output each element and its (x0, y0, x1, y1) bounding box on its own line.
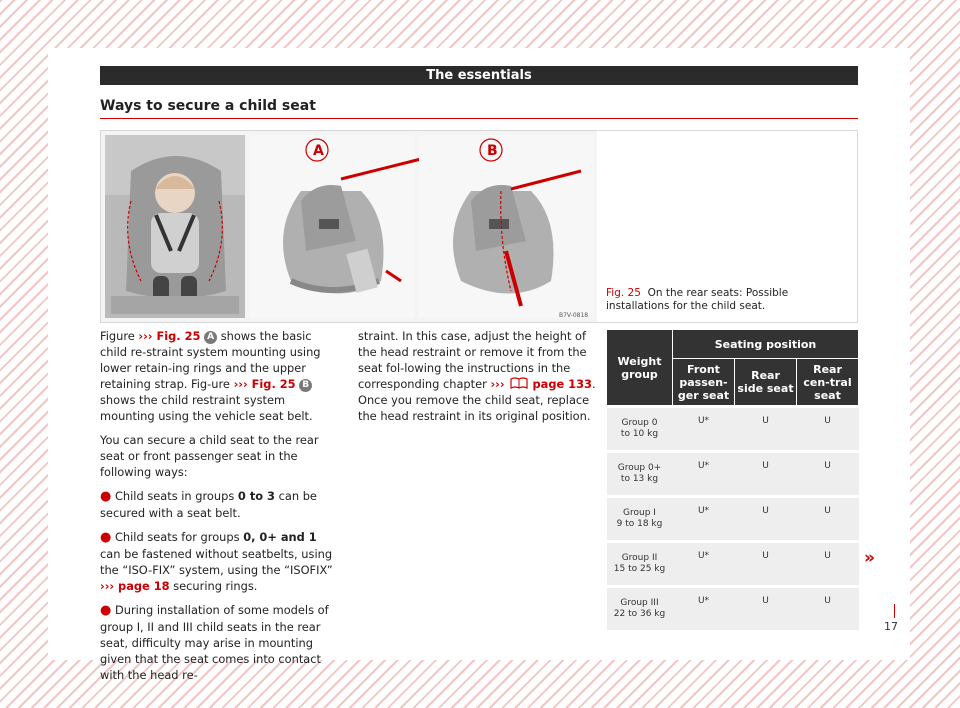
cell-central: U (797, 497, 859, 542)
cell-side: U (735, 407, 797, 452)
figure-link[interactable]: ››› Fig. 25 (233, 377, 296, 391)
chapter-link[interactable] (490, 377, 592, 391)
figure-caption-text: On the rear seats: Possible installations for the child seat. (606, 287, 789, 312)
header-rear-side: Rear side seat (735, 359, 797, 407)
text: securing rings. (173, 579, 258, 593)
group-name: Group 0 (621, 418, 658, 428)
cell-central: U (797, 587, 859, 631)
table-row (607, 497, 859, 542)
bullet-item (100, 602, 340, 683)
group-weight: 15 to 25 kg (613, 564, 666, 574)
table-row (607, 587, 859, 631)
text: Child seats in groups (114, 489, 235, 503)
header-rear-central: Rear cen-tral seat (797, 359, 859, 407)
child-seat-table (606, 329, 859, 630)
text: . Once you remove the child seat, replace the head restraint in its original position. (358, 377, 596, 423)
group-name: Group II (621, 553, 658, 563)
figure-code: B7V-0818 (559, 312, 589, 319)
cell-front: U* (673, 407, 735, 452)
figure-label-a: A (313, 143, 324, 159)
table-row (607, 452, 859, 497)
cell-weight-group (607, 407, 673, 452)
group-weight: 9 to 18 kg (616, 519, 663, 529)
cell-side: U (735, 497, 797, 542)
header-seating-position: Seating position (673, 330, 859, 359)
page-link[interactable]: ››› page 18 (100, 579, 170, 593)
text-bold: 0, 0+ and 1 (243, 530, 317, 544)
page-number-rule (894, 604, 895, 618)
section-title: Ways to secure a child seat (100, 98, 316, 114)
bullet-icon: ● (100, 603, 112, 618)
group-name: Group 0+ (617, 463, 662, 473)
cell-weight-group (607, 452, 673, 497)
figure-label-b: B (487, 143, 498, 159)
cell-central: U (797, 407, 859, 452)
table-row (607, 407, 859, 452)
cell-weight-group (607, 542, 673, 587)
cell-side: U (735, 452, 797, 497)
text: can be fastened without seatbelts, using the “ISO-FIX” system, using the “ISOFIX” (100, 547, 333, 577)
link-arrows: ››› (490, 377, 505, 391)
chapter-header: The essentials (100, 66, 858, 85)
text: Figure (100, 329, 135, 343)
cell-front: U* (673, 497, 735, 542)
callout-badge-a: A (204, 331, 217, 344)
paragraph-intro (100, 328, 340, 424)
group-weight: to 13 kg (620, 474, 659, 484)
figure-link[interactable]: ››› Fig. 25 (138, 329, 201, 343)
bullet-icon: ● (100, 489, 112, 504)
text: shows the basic child re-straint system mounting using lower retain-ing rings and the upper retaining strap. Fig-ure (100, 329, 321, 391)
cell-front: U* (673, 587, 735, 631)
group-name: Group III (620, 598, 659, 608)
page-number: 17 (884, 620, 898, 633)
group-weight: to 10 kg (620, 429, 659, 439)
bullet-item (100, 488, 340, 521)
bullet-icon: ● (100, 530, 112, 545)
header-front-passenger: Front passen-ger seat (673, 359, 735, 407)
figure-25 (100, 130, 858, 323)
cell-side: U (735, 587, 797, 631)
text-column-2 (358, 328, 598, 432)
table-row (607, 542, 859, 587)
callout-badge-b: B (299, 379, 312, 392)
bullet-item (100, 529, 340, 594)
group-name: Group I (623, 508, 656, 518)
manual-page (48, 48, 910, 682)
child-seat-illustration (101, 131, 597, 322)
cell-front: U* (673, 542, 735, 587)
text: can be secured with a seat belt. (100, 489, 317, 520)
cell-weight-group (607, 497, 673, 542)
link-page: page 133 (532, 377, 592, 391)
title-underline (100, 118, 858, 119)
text: During installation of some models of group I, II and III child seats in the rear seat, difficulty may arise in mounting given that the seat comes into contact with the head re- (100, 603, 329, 682)
cell-central: U (797, 542, 859, 587)
paragraph-ways: You can secure a child seat to the rear seat or front passenger seat in the following ways: (100, 433, 319, 479)
figure-caption-label: Fig. 25 (606, 287, 641, 299)
book-icon (509, 377, 529, 389)
cell-front: U* (673, 452, 735, 497)
text: shows the child restraint system mounting using the vehicle seat belt. (100, 393, 313, 423)
text-bold: 0 to 3 (237, 489, 275, 503)
text: Child seats for groups (114, 530, 240, 544)
continued-marker: » (864, 548, 875, 568)
text: straint. In this case, adjust the height of the head restraint or remove it from the seat fol-lowing the instructions in the corresponding chapter (358, 329, 587, 391)
cell-side: U (735, 542, 797, 587)
cell-central: U (797, 452, 859, 497)
paragraph-continued (358, 328, 598, 424)
group-weight: 22 to 36 kg (613, 609, 666, 619)
header-weight-group: Weight group (607, 330, 673, 407)
text-column-1 (100, 328, 340, 691)
cell-weight-group (607, 587, 673, 631)
figure-caption (606, 287, 846, 313)
